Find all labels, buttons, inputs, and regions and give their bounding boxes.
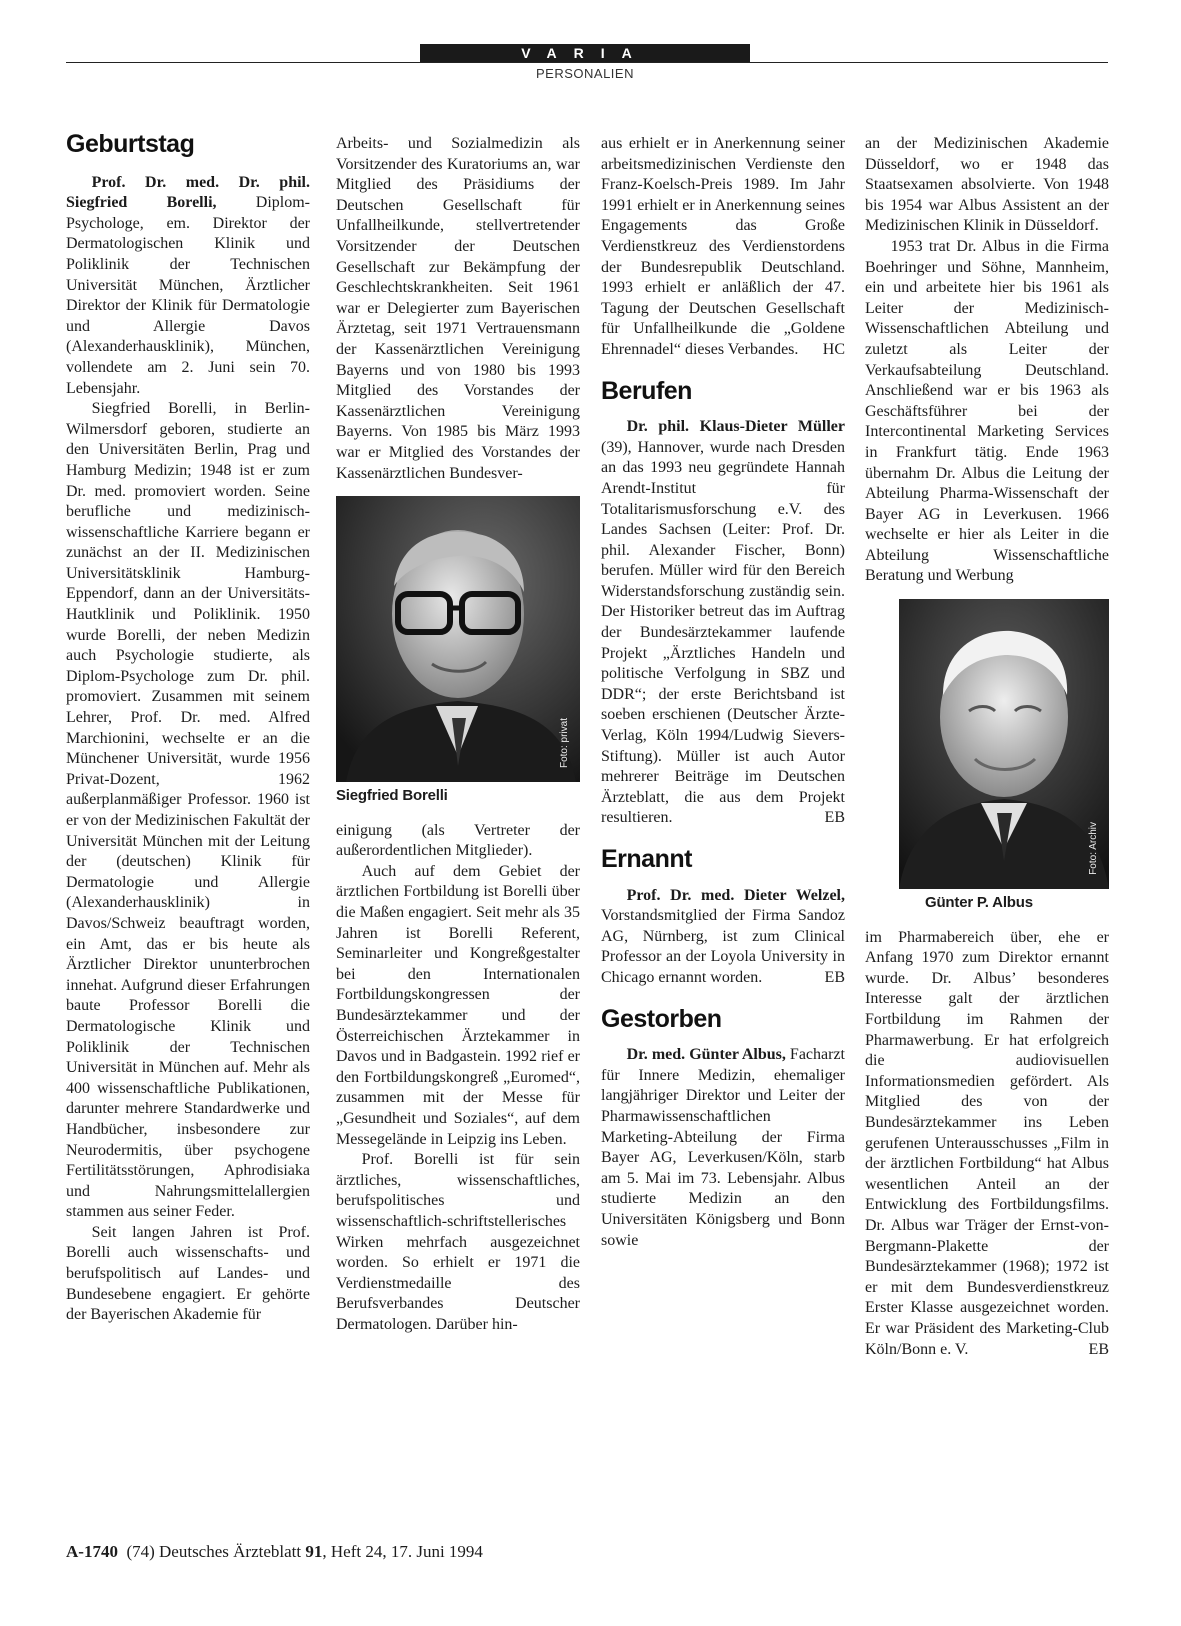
signature-eb-gestorben: EB — [1088, 1340, 1109, 1358]
photo-borelli-figure — [336, 496, 580, 807]
photo-albus — [899, 599, 1109, 889]
portrait-albus-image — [899, 599, 1109, 889]
column-3 — [601, 134, 845, 1251]
photo-albus-figure — [865, 599, 1109, 914]
berufen-person-name: Dr. phil. Klaus-Dieter Müller — [626, 418, 845, 436]
geburtstag-closing-text: aus erhielt er in Anerkennung seiner arbeitsmedizinischen Verdienste den Franz-Koelsch-Preis 1989. Im Jahr 1991 erhielt er in Anerkennung seines Engagements das Große Verdienstkreuz des Verdienstordens der Bundesrepublik Deutschland. 1993 erhielt er anläßlich der 47. Tagung der Deutschen Gesellschaft für Unfallheilkunde die „Goldene Ehrennadel“ dieses Verbandes. — [601, 135, 845, 358]
column-2 — [336, 134, 580, 1336]
gestorben-paragraph-2-continued — [865, 928, 1109, 1360]
gestorben-person-name: Dr. med. Günter Albus, — [626, 1046, 786, 1064]
ernannt-person-name: Prof. Dr. med. Dieter Welzel, — [626, 886, 845, 904]
section-banner: VARIA — [420, 44, 750, 62]
signature-eb-berufen: EB — [824, 809, 845, 827]
footer-issue: , Heft 24, 17. Juni 1994 — [322, 1542, 483, 1561]
heading-ernannt: Ernannt — [601, 845, 692, 873]
geburtstag-paragraph-5: Prof. Borelli ist für sein ärztliches, wissenschaftliches, berufspolitisches und wissenschaftlich-schriftstellerisches Wirken mehrfach ausgezeichnet worden. So erhielt er 1971 die Verdienstmedaille des Berufsverbandes Deutscher Dermatologen. Darüber hin- — [336, 1151, 580, 1333]
photo-caption-albus: Günter P. Albus — [925, 894, 1033, 912]
gestorben-paragraph-2: 1953 trat Dr. Albus in die Firma Boehringer und Söhne, Mannheim, ein und arbeitete hier bis 1961 als Leiter der Medizinisch-Wissenschaftlichen Abteilung und zuletzt als Leiter der Verkaufsabteilung Deutschland. Anschließend war er bis 1963 als Geschäftsführer bei der Intercontinental Marketing Services in Frankfurt tätig. Ende 1963 übernahm Dr. Albus die Leitung der Abteilung Pharma-Wissenschaft der Bayer AG in Leverkusen. 1966 wechselte er hier als Leiter in die Abteilung Wissenschaftliche Beratung und Werbung — [865, 237, 1109, 585]
geburtstag-paragraph-3: Seit langen Jahren ist Prof. Borelli auch wissenschafts- und berufspolitisch auf Landes- und Bundesebene engagiert. Er gehörte der Bayerischen Akademie für — [66, 1223, 310, 1324]
geburtstag-paragraph-1 — [66, 173, 310, 400]
portrait-borelli-image — [336, 496, 580, 782]
photo-borelli — [336, 496, 580, 782]
column-4 — [865, 134, 1109, 1360]
photo-credit-borelli: Foto: privat — [559, 718, 571, 769]
footer-journal: (74) Deutsches Ärzteblatt — [126, 1542, 306, 1561]
column-1 — [66, 130, 310, 1326]
photo-credit-albus: Foto: Archiv — [1088, 822, 1100, 876]
footer-volume: 91 — [305, 1542, 323, 1561]
gestorben-paragraph-1 — [601, 1045, 845, 1251]
heading-geburtstag: Geburtstag — [66, 130, 195, 158]
ernannt-paragraph — [601, 886, 845, 989]
geburtstag-paragraph-2: Siegfried Borelli, in Berlin-Wilmersdorf geboren, studierte an den Universitäten Berlin, Prag und Hamburg Medizin; 1948 ist er zum Dr. med. promoviert worden. Seine berufliche und medizinisch-wissenschaftliche Karriere begann er zunächst an der II. Medizinischen Universitätsklinik Hamburg-Eppendorf, dann an der Universitäts-Hautklinik und Poliklinik. 1950 wurde Borelli, der neben Medizin auch Psychologie studierte, als Diplom-Psychologe zum Dr. phil. promoviert. Zusammen mit seinem Lehrer, Prof. Dr. med. Alfred Marchionini, wechselte er an die Münchener Universität, wurde 1956 Privat-Dozent, 1962 außerplanmäßiger Professor. 1960 ist er von der Medizinischen Fakultät der Universität München mit der Leitung der (deutschen) Klinik für Dermatologie und Allergie (Alexanderhausklinik) in Davos/Schweiz beauftragt worden, ein Amt, das er bis heute als Ärztlicher Direktor ununterbrochen innehat. Aufgrund dieser Erfahrungen baute Professor Borelli die Dermatologische Klinik und Poliklinik der Technischen Universität in München auf. Mehr als 400 wissenschaftliche Publikationen, darunter mehrere Standardwerke und Handbücher, insbesondere zur Neurodermitis, über psychogene Fertilitätsstörungen, Aphrodisiaka und Nahrungsmittelallergien stammen aus seiner Feder. — [66, 400, 310, 1221]
berufen-paragraph — [601, 417, 845, 829]
section-title: PERSONALIEN — [536, 66, 634, 81]
geburtstag-paragraph-3-continued: Arbeits- und Sozialmedizin als Vorsitzender des Kuratoriums an, war Mitglied des Präsidiums der Deutschen Gesellschaft für Unfallheilkunde, stellvertretender Vorsitzender der Deutschen Gesellschaft zur Bekämpfung der Geschlechtskrankheiten. Seit 1961 war er Delegierter zum Bayerischen Ärztetag, seit 1971 Vertrauensmann der Kassenärztlichen Vereinigung Bayerns und von 1980 bis 1993 Mitglied des Vorstandes der Kassenärztlichen Vereinigung Bayerns. Von 1985 bis März 1993 war er Mitglied des Vorstandes der Kassenärztlichen Bundesver- — [336, 135, 580, 482]
heading-gestorben: Gestorben — [601, 1004, 722, 1033]
geburtstag-paragraph-5-continued — [601, 134, 845, 361]
header-rule — [66, 62, 1108, 63]
signature-hc: HC — [822, 340, 845, 358]
geburtstag-intro-text: Diplom-Psychologe, em. Direktor der Dermatologischen Klinik und Poliklinik der Technischen Universität München, Ärztlicher Direktor der Klinik für Dermatologie und Allergie Davos (Alexanderhausklinik), München, vollendete am 2. Juni sein 70. Lebensjahr. — [66, 194, 310, 397]
berufen-text: (39), Hannover, wurde nach Dresden an das 1993 neu gegründete Hannah Arendt-Institut für Totalitarismusforschung e.V. des Landes Sachsen (Leiter: Prof. Dr. phil. Alexander Fischer, Bonn) berufen. Müller wird für den Bereich Widerstandsforschung zuständig sein. Der Historiker betreut das im Auftrag der Bundesärztekammer laufende Projekt „Ärztliches Handeln und politische Verfolgung in SBZ und DDR“; der erste Berichtsband ist soeben erschienen (Deutscher Ärzte-Verlag, Köln 1994/Ludwig Sievers-Stiftung). Müller ist auch Autor mehrerer Beiträge im Deutschen Ärzteblatt, die aus dem Projekt resultieren. — [601, 438, 845, 827]
ernannt-text: Vorstandsmitglied der Firma Sandoz AG, Nürnberg, ist zum Clinical Professor an der Loyola University in Chicago ernannt worden. — [601, 907, 845, 986]
gestorben-text: Facharzt für Innere Medizin, ehemaliger langjähriger Direktor und Leiter der Pharmawissenschaftlichen Marketing-Abteilung der Firma Bayer AG, Leverkusen/Köln, starb am 5. Mai im 73. Lebensjahr. Albus studierte Medizin an den Universitäten Königsberg und Bonn sowie — [601, 1046, 845, 1249]
geburtstag-person-name: Prof. Dr. med. Dr. phil. Siegfried Borelli, — [66, 173, 310, 212]
geburtstag-paragraph-4: Auch auf dem Gebiet der ärztlichen Fortbildung ist Borelli über die Maßen engagiert. Seit mehr als 35 Jahren ist Borelli Referent, Seminarleiter und Kongreßgestalter bei den Internationalen Fortbildungskongressen der Bundesärztekammer und der Österreichischen Ärztekammer in Davos und in Badgastein. 1992 rief er den Fortbildungskongreß „Euromed“, zusammen mit der Messe für „Gesundheit und Soziales“, auf dem Messegelände in Leipzig ins Leben. — [336, 862, 580, 1148]
gestorben-closing-text: im Pharmabereich über, ehe er Anfang 1970 zum Direktor ernannt wurde. Dr. Albus’ besonderes Interesse galt der ärztlichen Fortbildung im Rahmen der Pharmawerbung. Er hat erfolgreich die audiovisuellen Informationsmedien gefördert. Als Mitglied des von der Bundesärztekammer ins Leben gerufenen Unterausschusses „Film in der ärztlichen Fortbildung“ hat Albus wesentlichen Anteil an der Entwicklung des Fortbildungsfilms. Dr. Albus war Träger der Ernst-von-Bergmann-Plakette der Bundesärztekammer (1968); 1972 ist er mit dem Bundesverdienstkreuz Erster Klasse ausgezeichnet worden. Er war Präsident des Marketing-Club Köln/Bonn e. V. — [865, 928, 1109, 1358]
signature-eb-ernannt: EB — [824, 968, 845, 986]
geburtstag-paragraph-3-end: einigung (als Vertreter der außerordentlichen Mitglieder). — [336, 821, 580, 860]
page-footer — [66, 1542, 483, 1562]
heading-berufen: Berufen — [601, 376, 692, 405]
page-number: A-1740 — [66, 1542, 118, 1561]
gestorben-paragraph-1-continued: an der Medizinischen Akademie Düsseldorf, wo er 1948 das Staatsexamen absolvierte. Von 1948 bis 1954 war Albus Assistent an der Medizinischen Klinik in Düsseldorf. — [865, 135, 1109, 235]
photo-caption-borelli: Siegfried Borelli — [336, 787, 448, 805]
